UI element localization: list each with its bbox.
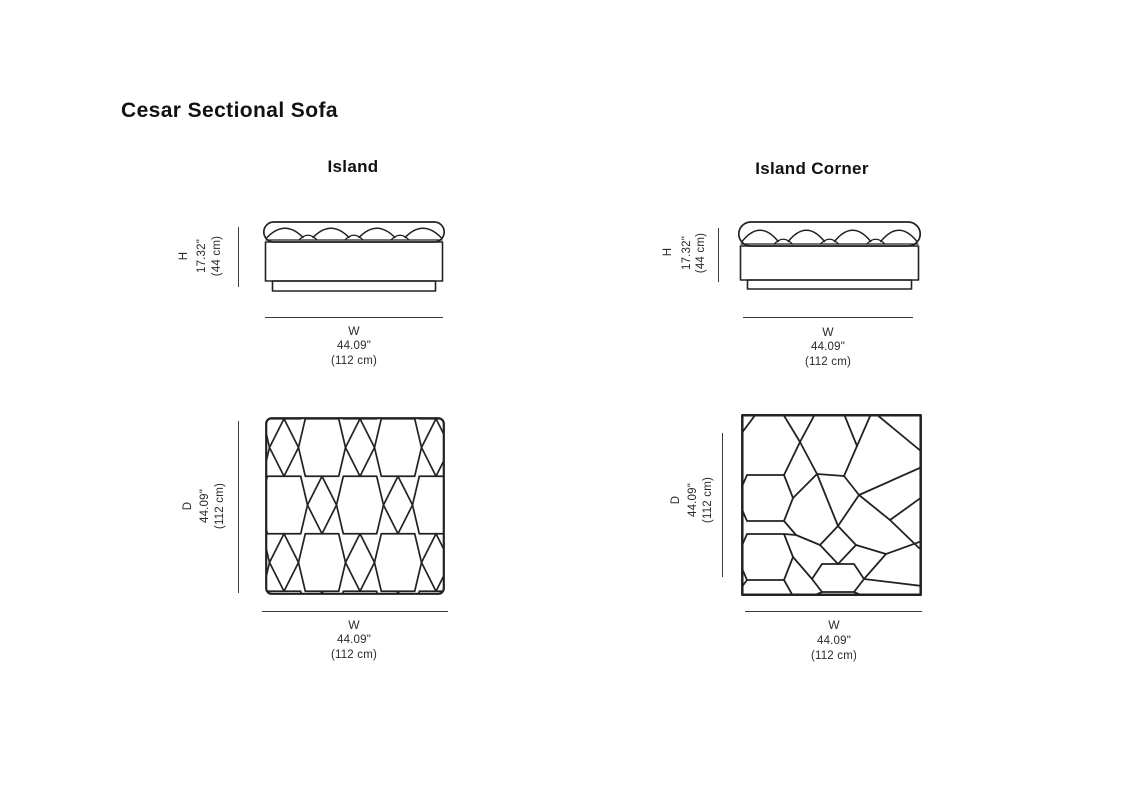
depth-dimension-letter: D bbox=[182, 501, 194, 511]
page-title: Cesar Sectional Sofa bbox=[121, 99, 338, 122]
width-dimension-cm: (112 cm) bbox=[330, 649, 378, 661]
depth-dimension-cm: (112 cm) bbox=[702, 476, 714, 524]
width-dimension-line bbox=[262, 611, 448, 612]
height-dimension-inches: 17.32" bbox=[681, 235, 693, 271]
width-dimension-cm: (112 cm) bbox=[804, 356, 852, 368]
height-dimension-cm: (44 cm) bbox=[695, 232, 707, 274]
depth-dimension-line bbox=[722, 433, 723, 577]
height-dimension-line bbox=[718, 228, 719, 282]
depth-dimension-inches: 44.09" bbox=[199, 488, 211, 524]
width-dimension-letter: W bbox=[828, 618, 840, 632]
section-title-island: Island bbox=[327, 157, 379, 176]
height-dimension-line bbox=[238, 227, 239, 287]
width-dimension-inches: 44.09" bbox=[336, 340, 372, 352]
height-dimension-letter: H bbox=[662, 247, 674, 257]
depth-dimension-line bbox=[238, 421, 239, 593]
depth-dimension-letter: D bbox=[670, 495, 682, 505]
width-dimension-line bbox=[745, 611, 922, 612]
depth-dimension-cm: (112 cm) bbox=[214, 482, 226, 530]
width-dimension-line bbox=[265, 317, 443, 318]
height-dimension-inches: 17.32" bbox=[196, 238, 208, 274]
width-dimension-cm: (112 cm) bbox=[810, 650, 858, 662]
width-dimension-letter: W bbox=[348, 324, 360, 338]
width-dimension-inches: 44.09" bbox=[816, 635, 852, 647]
top-view-drawing bbox=[741, 414, 922, 596]
depth-dimension-inches: 44.09" bbox=[687, 482, 699, 518]
width-dimension-inches: 44.09" bbox=[810, 341, 846, 353]
width-dimension-letter: W bbox=[822, 325, 834, 339]
height-dimension-cm: (44 cm) bbox=[211, 235, 223, 277]
width-dimension-line bbox=[743, 317, 913, 318]
front-view-drawing bbox=[738, 220, 921, 290]
top-view-drawing bbox=[265, 417, 445, 595]
section-title-island-corner: Island Corner bbox=[755, 159, 869, 178]
height-dimension-letter: H bbox=[178, 251, 190, 261]
width-dimension-inches: 44.09" bbox=[336, 634, 372, 646]
front-view-drawing bbox=[263, 216, 445, 292]
width-dimension-cm: (112 cm) bbox=[330, 355, 378, 367]
width-dimension-letter: W bbox=[348, 618, 360, 632]
